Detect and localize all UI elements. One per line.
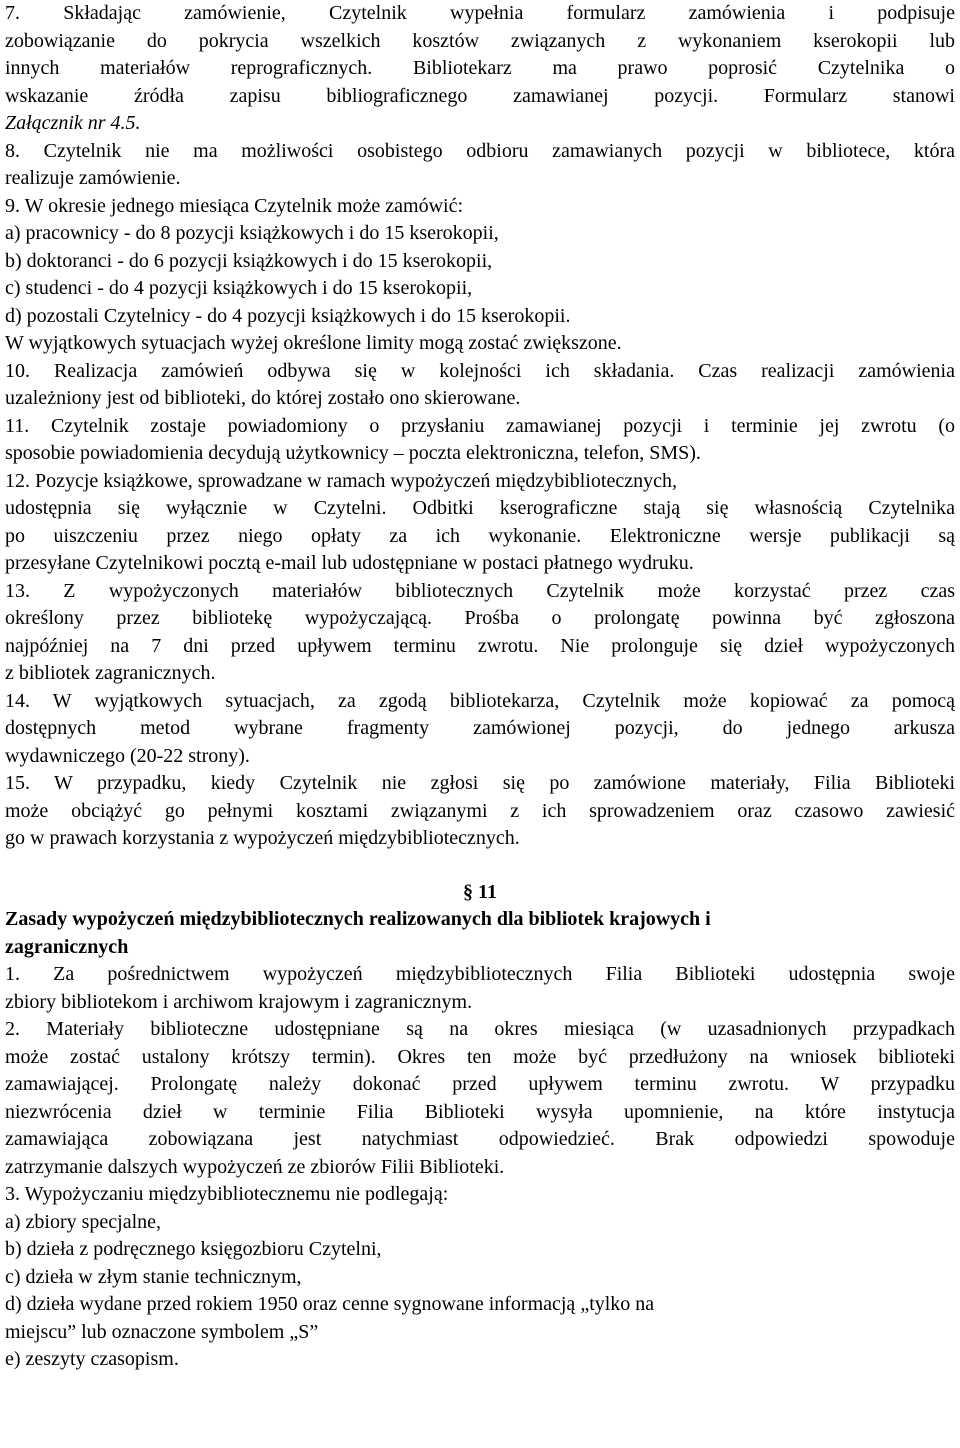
- text-line: go w prawach korzystania z wypożyczeń międzybibliotecznych.: [5, 827, 520, 849]
- section-spacer: [5, 853, 955, 879]
- list-item: miejscu” lub oznaczone symbolem „S”: [5, 1320, 319, 1343]
- text-line: wydawniczego (20-22 strony).: [5, 744, 250, 767]
- text-line: innych materiałów reprograficznych. Bibliotekarz ma prawo poprosić Czytelnika o: [5, 57, 955, 79]
- text-line: Załącznik nr 4.5.: [5, 112, 141, 134]
- paragraph-14: [5, 688, 955, 771]
- paragraph-7: [5, 0, 955, 138]
- section-11: [5, 879, 955, 1374]
- text-line: 1. Za pośrednictwem wypożyczeń międzybibliotecznych Filia Biblioteki udostępnia swoje: [5, 963, 955, 985]
- section-paragraph-2: [5, 1016, 955, 1181]
- paragraph-15: [5, 770, 955, 853]
- text-line: może obciążyć go pełnymi kosztami związanymi z ich sprowadzeniem oraz czasowo zawiesić: [5, 799, 955, 822]
- text-line: zatrzymanie dalszych wypożyczeń ze zbiorów Filii Biblioteki.: [5, 1155, 505, 1178]
- section-title: Zasady wypożyczeń międzybibliotecznych realizowanych dla bibliotek krajowych i: [5, 908, 711, 930]
- paragraph-12: [5, 468, 955, 578]
- section-title: zagranicznych: [5, 935, 129, 958]
- list-item: e) zeszyty czasopism.: [5, 1348, 179, 1370]
- section-paragraph-1: [5, 961, 955, 1016]
- text-line: 12. Pozycje książkowe, sprowadzane w ramach wypożyczeń międzybibliotecznych,: [5, 469, 677, 492]
- list-item: b) doktoranci - do 6 pozycji książkowych i do 15 kserokopii,: [5, 249, 493, 272]
- list-item: d) dzieła wydane przed rokiem 1950 oraz cenne sygnowane informacją „tylko na: [5, 1293, 655, 1315]
- text-line: najpóźniej na 7 dni przed upływem terminu zwrotu. Nie prolonguje się dzieł wypożyczonych: [5, 634, 955, 657]
- text-line: dostępnych metod wybrane fragmenty zamówionej pozycji, do jednego arkusza: [5, 717, 955, 739]
- text-line: realizuje zamówienie.: [5, 167, 181, 189]
- text-line: 11. Czytelnik zostaje powiadomiony o przysłaniu zamawianej pozycji i terminie jej zwrotu (o: [5, 414, 955, 437]
- text-line: 13. Z wypożyczonych materiałów bibliotecznych Czytelnik może korzystać przez czas: [5, 579, 955, 602]
- section-paragraph-3: [5, 1181, 955, 1374]
- text-line: może zostać ustalony krótszy termin). Okres ten może być przedłużony na wniosek biblioteki: [5, 1045, 955, 1068]
- text-line: W wyjątkowych sytuacjach wyżej określone limity mogą zostać zwiększone.: [5, 332, 622, 354]
- document-page: [5, 0, 955, 1374]
- text-line: udostępnia się wyłącznie w Czytelni. Odbitki kserograficzne stają się własnością Czytelnika: [5, 497, 955, 519]
- text-line: wskazanie źródła zapisu bibliograficznego zamawianej pozycji. Formularz stanowi: [5, 84, 955, 107]
- list-item: a) pracownicy - do 8 pozycji książkowych i do 15 kserokopii,: [5, 222, 499, 244]
- paragraph-8: [5, 138, 955, 193]
- text-line: sposobie powiadomienia decydują użytkownicy – poczta elektroniczna, telefon, SMS).: [5, 442, 701, 464]
- list-item: c) dzieła w złym stanie technicznym,: [5, 1265, 302, 1288]
- text-line: 3. Wypożyczaniu międzybibliotecznemu nie podlegają:: [5, 1183, 449, 1205]
- section-number: § 11: [463, 880, 497, 903]
- text-line: 8. Czytelnik nie ma możliwości osobistego odbioru zamawianych pozycji w bibliotece, która: [5, 139, 955, 162]
- paragraph-13: [5, 578, 955, 688]
- text-line: zamawiająca zobowiązana jest natychmiast odpowiedzieć. Brak odpowiedzi spowoduje: [5, 1128, 955, 1150]
- text-line: 10. Realizacja zamówień odbywa się w kolejności ich składania. Czas realizacji zamówienia: [5, 359, 955, 382]
- list-item: d) pozostali Czytelnicy - do 4 pozycji książkowych i do 15 kserokopii.: [5, 304, 571, 327]
- text-line: z bibliotek zagranicznych.: [5, 662, 216, 684]
- list-item: b) dzieła z podręcznego księgozbioru Czytelni,: [5, 1238, 382, 1260]
- paragraph-9: [5, 193, 955, 358]
- text-line: 9. W okresie jednego miesiąca Czytelnik może zamówić:: [5, 194, 463, 217]
- text-line: po uiszczeniu przez niego opłaty za ich wykonanie. Elektroniczne wersje publikacji są: [5, 524, 955, 547]
- text-line: 14. W wyjątkowych sytuacjach, za zgodą bibliotekarza, Czytelnik może kopiować za pomocą: [5, 689, 955, 712]
- text-line: zobowiązanie do pokrycia wszelkich kosztów związanych z wykonaniem kserokopii lub: [5, 29, 955, 52]
- list-item: a) zbiory specjalne,: [5, 1210, 162, 1233]
- text-line: określony przez bibliotekę wypożyczającą. Prośba o prolongatę powinna być zgłoszona: [5, 607, 955, 629]
- text-line: 7. Składając zamówienie, Czytelnik wypełnia formularz zamówienia i podpisuje: [5, 2, 955, 24]
- text-line: niezwrócenia dzieł w terminie Filia Biblioteki wysyła upomnienie, na które instytucja: [5, 1100, 955, 1123]
- list-item: c) studenci - do 4 pozycji książkowych i do 15 kserokopii,: [5, 277, 473, 299]
- paragraph-11: [5, 413, 955, 468]
- text-line: 2. Materiały biblioteczne udostępniane są na okres miesiąca (w uzasadnionych przypadkach: [5, 1018, 955, 1040]
- paragraph-10: [5, 358, 955, 413]
- text-line: przesyłane Czytelnikowi pocztą e-mail lub udostępniane w postaci płatnego wydruku.: [5, 552, 694, 574]
- text-line: zbiory bibliotekom i archiwom krajowym i zagranicznym.: [5, 990, 473, 1013]
- text-line: uzależniony jest od biblioteki, do której zostało ono skierowane.: [5, 387, 521, 409]
- text-line: zamawiającej. Prolongatę należy dokonać przed upływem terminu zwrotu. W przypadku: [5, 1073, 955, 1095]
- text-line: 15. W przypadku, kiedy Czytelnik nie zgłosi się po zamówione materiały, Filia Biblioteki: [5, 772, 955, 794]
